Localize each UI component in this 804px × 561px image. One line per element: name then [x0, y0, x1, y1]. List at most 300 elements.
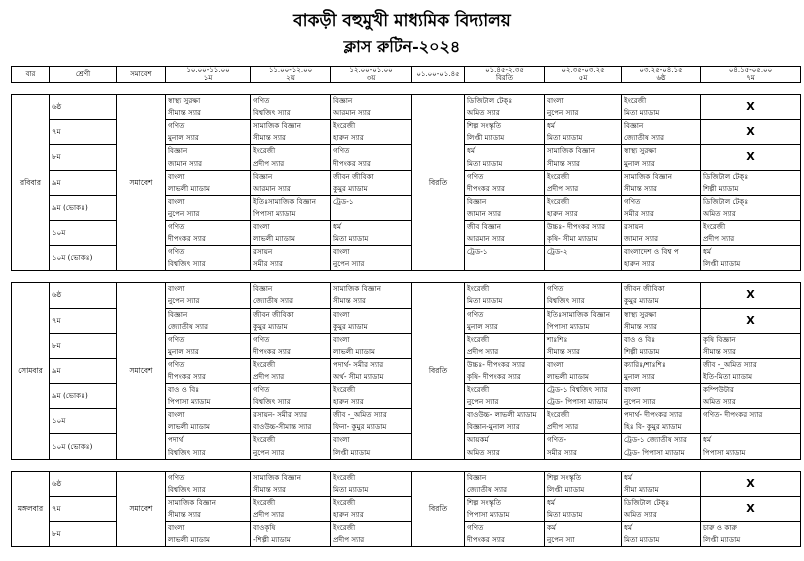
subject-cell [251, 308, 331, 321]
day-name: সোমবার [18, 365, 43, 375]
subject: রসায়ন [253, 247, 273, 257]
subject: বাংলা [333, 247, 350, 257]
teacher-cell [545, 371, 622, 384]
teacher: বিশ্বজিৎ স্যার [168, 259, 206, 269]
teacher: ফিনা- কুমুর ম্যাডাম [333, 422, 387, 432]
teacher: সীমান্ত স্যার [253, 484, 286, 494]
subject-cell [465, 145, 545, 158]
assembly-cell [117, 471, 166, 547]
teacher-cell [166, 321, 251, 334]
class-name: ৭ম [52, 503, 61, 513]
subject-cell [465, 384, 545, 397]
subject-cell [166, 220, 251, 233]
class-cell [50, 220, 117, 245]
header-cell [412, 67, 465, 83]
header-period: ৭ম [746, 73, 755, 82]
teacher-cell [701, 421, 801, 434]
subject-cell [545, 246, 622, 259]
teacher-cell [622, 534, 701, 547]
teacher: প্রদীপ স্যার [253, 158, 285, 168]
subject-cell [701, 170, 801, 183]
teacher: অমিত স্যার [624, 509, 657, 519]
subject: শিল্প সংস্কৃতি [467, 497, 502, 507]
subject-cell [465, 333, 545, 346]
subject: ডিজিটাল টেক্ঃ [703, 171, 749, 181]
subject-cell [251, 120, 331, 133]
teacher: অর্থ- সীমা ম্যাডাম [333, 372, 384, 382]
teacher: সীমান্ত স্যার [168, 108, 201, 118]
subject: ইতিঃসামাজিক বিজ্ঞান [253, 196, 317, 206]
subject: গণিত [253, 385, 270, 395]
subject: শিল্প সংস্কৃতি [467, 121, 502, 131]
header-time: ১০.০০-১১.০০ [186, 66, 230, 74]
subject-cell [251, 384, 331, 397]
subject: গণিত [333, 146, 350, 156]
subject-cell [331, 120, 412, 133]
subject: বিজ্ঞান [467, 196, 487, 206]
teacher-cell [251, 447, 331, 460]
teacher: শিল্পী ম্যাডাম [624, 346, 660, 356]
subject-cell [545, 120, 622, 133]
teacher-cell [545, 509, 622, 522]
subject: ইংরেজী [333, 472, 356, 482]
teacher-cell [166, 107, 251, 120]
teacher-cell [331, 447, 412, 460]
teacher: দীপংকর স্যার [333, 158, 371, 168]
subject: বাংলা [168, 284, 185, 294]
header-time: বার [25, 69, 36, 78]
subject: গণিত [168, 121, 185, 131]
subject-cell [622, 496, 701, 509]
teacher-cell [465, 132, 545, 145]
subject-cell [166, 95, 251, 108]
subject-cell [622, 333, 701, 346]
teacher: লাভলী ম্যাডাম [168, 183, 211, 193]
separator-cell [12, 459, 801, 471]
teacher-cell [331, 346, 412, 359]
teacher: লাভলী ম্যাডাম [253, 234, 296, 244]
teacher-cell [465, 295, 545, 308]
teacher-cell [622, 346, 701, 359]
subject-cell [701, 409, 801, 422]
subject: সামাজিক বিজ্ঞান [253, 121, 302, 131]
teacher: কৃষি- দীপংকর স্যার [467, 372, 521, 382]
subject: ধর্ম [624, 523, 633, 533]
day-name-cell [12, 283, 50, 459]
no-class-mark: X [746, 125, 755, 139]
teacher-cell [331, 258, 412, 271]
subject: ধর্ম [333, 221, 342, 231]
class-name: ৮ম [52, 529, 61, 539]
class-cell [50, 195, 117, 220]
subject-cell [545, 471, 622, 484]
teacher: কৃষি- সীমা ম্যাডাম [547, 234, 598, 244]
teacher-cell [465, 183, 545, 196]
teacher: লিপ্তী ম্যাডাম [467, 133, 505, 143]
class-name: ৯ম [52, 177, 61, 187]
teacher: হারুন স্যার [333, 509, 364, 519]
subject-cell [331, 283, 412, 296]
teacher: লিপ্তী ম্যাডাম [703, 535, 741, 545]
teacher: সীমা ম্যাডাম [624, 484, 659, 494]
teacher: সীমান্ত স্যার [547, 158, 580, 168]
header-cell [117, 67, 166, 83]
teacher-cell [166, 396, 251, 409]
subject: ট্রেড-১ জ্যোতীষ স্যার [624, 435, 687, 445]
no-class-cell [701, 283, 801, 308]
teacher-cell [166, 132, 251, 145]
teacher: জামান স্যার [168, 158, 203, 168]
teacher: মিতা ম্যাডাম [624, 535, 660, 545]
teacher: হারুন স্যার [333, 133, 364, 143]
break-cell [412, 95, 465, 271]
class-name: ৮ম [52, 340, 61, 350]
teacher: কুমুর ম্যাডাম [624, 296, 659, 306]
subject-cell [166, 195, 251, 208]
subject-cell [465, 358, 545, 371]
teacher-cell [251, 396, 331, 409]
subject-cell [622, 220, 701, 233]
subject-cell [166, 246, 251, 259]
subject: গণিত [168, 334, 185, 344]
teacher: জ্যোতীষ স্যার [467, 484, 508, 494]
subject-cell [465, 246, 545, 259]
subject-cell [465, 308, 545, 321]
subject: ইংরেজী [333, 121, 356, 131]
teacher-cell [701, 208, 801, 221]
subject-cell [166, 170, 251, 183]
teacher: প্রদীপ স্যার [467, 346, 499, 356]
subject: ইংরেজী [253, 146, 276, 156]
teacher-cell [465, 509, 545, 522]
header-cell [50, 67, 117, 83]
header-period: ২য় [286, 73, 295, 82]
teacher: দীপংকর স্যার [168, 372, 206, 382]
subject: ইংরেজী [547, 196, 570, 206]
teacher-cell [701, 183, 801, 196]
header-time: ১২.০০-০১.০০ [349, 66, 393, 74]
teacher-cell [331, 132, 412, 145]
teacher: জামান স্যার [467, 208, 502, 218]
subject: ধর্ম [703, 247, 712, 257]
teacher: হিঃ বি- কুমুর ম্যাডাম [624, 422, 682, 432]
subject: গণিত [253, 96, 270, 106]
table-header-row [12, 67, 801, 83]
class-name: ৬ষ্ঠ [52, 478, 62, 488]
subject-cell [545, 283, 622, 296]
subject-cell [701, 333, 801, 346]
subject-cell [331, 220, 412, 233]
subject-cell [545, 522, 622, 535]
subject: গণিত [624, 196, 641, 206]
subject: ট্রেড-১ [333, 196, 354, 206]
teacher-cell [465, 258, 545, 271]
teacher-cell [166, 157, 251, 170]
teacher-cell [166, 509, 251, 522]
teacher: নুপেন স্যার [624, 397, 656, 407]
subject: বিজ্ঞান [253, 171, 273, 181]
subject: ট্রেড-১ [467, 247, 488, 257]
teacher: নুপেন স্যা [547, 535, 575, 545]
teacher-cell [331, 396, 412, 409]
day-name-cell [12, 95, 50, 271]
teacher: পিপাসা ম্যাডাম [703, 447, 746, 457]
teacher-cell [545, 233, 622, 246]
subject: জীবন জীবিকা [333, 171, 374, 181]
teacher: অমিত স্যার [703, 208, 736, 218]
subject: সামাজিক বিজ্ঞান [547, 146, 596, 156]
header-period: ৫ম [578, 73, 588, 82]
teacher: হারুন স্যার [333, 397, 364, 407]
teacher: বিশ্বজিৎ স্যার [547, 296, 585, 306]
teacher-cell [166, 421, 251, 434]
subject-cell [622, 95, 701, 108]
teacher-cell [251, 258, 331, 271]
teacher-cell [251, 509, 331, 522]
teacher: হারুন স্যার [547, 208, 578, 218]
subject-cell [465, 170, 545, 183]
teacher-cell [622, 183, 701, 196]
teacher: জামান স্যার [624, 234, 659, 244]
teacher-cell [701, 447, 801, 460]
subject-cell [251, 333, 331, 346]
subject: ধর্ম [547, 121, 556, 131]
header-cell [622, 67, 701, 83]
subject-cell [331, 409, 412, 422]
subject-cell [622, 283, 701, 296]
teacher-cell [251, 157, 331, 170]
teacher: বিশ্বজিৎ স্যার [253, 108, 291, 118]
subject: ইংরেজী [624, 96, 647, 106]
teacher: কুমুর ম্যাডাম [333, 183, 368, 193]
teacher-cell [166, 484, 251, 497]
subject: বিজ্ঞান [467, 472, 487, 482]
header-time: ০২.৩৫-০৩.২৫ [561, 66, 605, 74]
teacher-cell [331, 321, 412, 334]
subject-cell [331, 145, 412, 158]
assembly-label: সমাবেশ [129, 365, 153, 375]
class-name: ৬ষ্ঠ [52, 290, 62, 300]
teacher: নুপেন স্যার [547, 108, 579, 118]
subject: ট্রেড-১ বিশ্বজিৎ স্যার [547, 385, 608, 395]
teacher: মিতা ম্যাডাম [624, 108, 660, 118]
class-name: ১০ম [52, 228, 66, 238]
subject: বিজ্ঞান [168, 309, 188, 319]
teacher: প্রদীপ স্যার [547, 183, 579, 193]
teacher-cell [622, 208, 701, 221]
no-class-cell [701, 120, 801, 145]
teacher-cell [701, 534, 801, 547]
subject-cell [251, 471, 331, 484]
teacher-cell [251, 295, 331, 308]
teacher: মুনাল স্যার [624, 158, 655, 168]
class-cell [50, 283, 117, 308]
no-class-cell [701, 496, 801, 521]
teacher-cell [545, 208, 622, 221]
subject: গণিত [547, 284, 564, 294]
subject: সামাজিক বিজ্ঞান [624, 171, 673, 181]
subject: ইংরেজী [333, 497, 356, 507]
break-label: বিরতি [428, 177, 448, 187]
subject: বাংলা [168, 196, 185, 206]
subject: আয়কর্ম [467, 435, 489, 445]
teacher-cell [166, 447, 251, 460]
subject-cell [251, 409, 331, 422]
teacher: আরমান স্যার [333, 108, 371, 118]
subject: বিজ্ঞান [624, 121, 644, 131]
subject: ক্যারিঃ/শাঃশিঃ [624, 359, 666, 369]
subject-cell [622, 308, 701, 321]
subject-cell [331, 333, 412, 346]
teacher-cell [545, 321, 622, 334]
class-name: ১০ম [52, 416, 66, 426]
teacher: মুনাল স্যার [168, 133, 199, 143]
subject-cell [251, 220, 331, 233]
school-name: বাকড়ী বহুমুখী মাধ্যমিক বিদ্যালয় [293, 11, 511, 31]
subject-cell [331, 496, 412, 509]
teacher: প্রদীপ স্যার [333, 535, 365, 545]
subject-cell [701, 358, 801, 371]
teacher-cell [251, 321, 331, 334]
teacher-cell [465, 157, 545, 170]
class-name: ৭ম [52, 127, 61, 137]
subject-cell [465, 220, 545, 233]
subject-cell [465, 120, 545, 133]
teacher-cell [166, 371, 251, 384]
teacher: কুমুর ম্যাডাম [333, 321, 368, 331]
subject: স্বাস্থ্য সুরক্ষা [168, 96, 201, 106]
teacher-cell [166, 208, 251, 221]
subject: ধর্ম [547, 497, 556, 507]
teacher: অমিত স্যার [467, 447, 500, 457]
teacher: নুপেন স্যার [467, 397, 499, 407]
subject: বাংলা [168, 171, 185, 181]
teacher-cell [545, 132, 622, 145]
subject: ইংরেজী [547, 171, 570, 181]
class-cell [50, 145, 117, 170]
header-cell [331, 67, 412, 83]
teacher-cell [701, 258, 801, 271]
subject-cell [251, 283, 331, 296]
class-cell [50, 434, 117, 459]
class-cell [50, 384, 117, 409]
subject-cell [166, 333, 251, 346]
subject: বাও ও বিঃ [624, 334, 656, 344]
subject: ইংরেজী [333, 385, 356, 395]
class-cell [50, 308, 117, 333]
subject-cell [545, 220, 622, 233]
teacher-cell [166, 233, 251, 246]
teacher-cell [622, 321, 701, 334]
teacher: লিপ্তী ম্যাডাম [547, 484, 585, 494]
subject-cell [166, 358, 251, 371]
subject: ধর্ম [467, 146, 476, 156]
no-class-mark: X [746, 313, 755, 327]
subject-cell [331, 358, 412, 371]
teacher-cell [701, 371, 801, 384]
subject-cell [545, 195, 622, 208]
teacher-cell [331, 183, 412, 196]
teacher: -শিল্পী ম্যাডাম [253, 535, 291, 545]
subject: বাংলা [333, 435, 350, 445]
teacher: প্রদীপ স্যার [547, 422, 579, 432]
subject-cell [166, 471, 251, 484]
teacher: মুনাল স্যার [624, 372, 655, 382]
teacher-cell [545, 157, 622, 170]
subject: শাঃশিঃ [547, 334, 568, 344]
subject-cell [251, 195, 331, 208]
class-name: ৬ষ্ঠ [52, 102, 62, 112]
teacher: পিপাসা ম্যাডাম [467, 509, 510, 519]
subject: গণিত [168, 221, 185, 231]
teacher: দীপংকর স্যার [168, 234, 206, 244]
subject-cell [331, 384, 412, 397]
subject-cell [545, 496, 622, 509]
teacher: বাওউচ্চ-সীমান্ত স্যার [253, 422, 312, 432]
subject: বাংলা [624, 385, 641, 395]
subject-cell [701, 522, 801, 535]
teacher: মিতা ম্যাডাম [333, 484, 369, 494]
teacher: বিজ্ঞান-মুনাল স্যার [467, 422, 520, 432]
subject-cell [622, 170, 701, 183]
subject-cell [622, 471, 701, 484]
header-time: সমাবেশ [130, 69, 152, 78]
subject: ধর্ম [624, 472, 633, 482]
teacher-cell [622, 396, 701, 409]
subject-cell [166, 522, 251, 535]
subject: বাংলা [547, 359, 564, 369]
teacher-cell [251, 484, 331, 497]
teacher-cell [251, 421, 331, 434]
teacher-cell [331, 484, 412, 497]
teacher: কুমুর ম্যাডাম [253, 321, 288, 331]
class-cell [50, 120, 117, 145]
class-name: ৯ম [52, 365, 61, 375]
teacher: পিপাসা ম্যাডাম [168, 397, 211, 407]
subject: রসায়ন- সমীর স্যার [253, 410, 308, 420]
no-class-mark: X [746, 501, 755, 515]
subject-cell [622, 434, 701, 447]
subject: পদার্থ [168, 435, 184, 445]
subject: গণিত [467, 523, 484, 533]
teacher-cell [545, 107, 622, 120]
subject: ডিজিটাল টেক্ঃ [703, 196, 749, 206]
day-separator [12, 271, 801, 283]
table-row [12, 471, 801, 484]
teacher-cell [622, 107, 701, 120]
subject-cell [251, 496, 331, 509]
no-class-mark: X [746, 288, 755, 302]
teacher: অমিত স্যার [703, 397, 736, 407]
teacher-cell [465, 447, 545, 460]
subject: গণিত [467, 171, 484, 181]
teacher: সীমান্ত স্যার [624, 183, 657, 193]
routine-title: ক্লাস রুটিন-২০২৪ [343, 37, 461, 56]
teacher: সীমান্ত স্যার [333, 296, 366, 306]
no-class-cell [701, 145, 801, 170]
teacher-cell [465, 233, 545, 246]
class-cell [50, 95, 117, 120]
subject: জীব -_অমিত স্যার [703, 359, 757, 369]
subject: কৃষি বিজ্ঞান [703, 334, 736, 344]
subject-cell [465, 195, 545, 208]
teacher-cell [622, 258, 701, 271]
subject-cell [166, 308, 251, 321]
class-cell [50, 170, 117, 195]
subject-cell [331, 195, 412, 208]
teacher: ইতি-মিতা ম্যাডাম [703, 372, 753, 382]
class-name: ১০ম (ভোকঃ) [52, 441, 93, 451]
